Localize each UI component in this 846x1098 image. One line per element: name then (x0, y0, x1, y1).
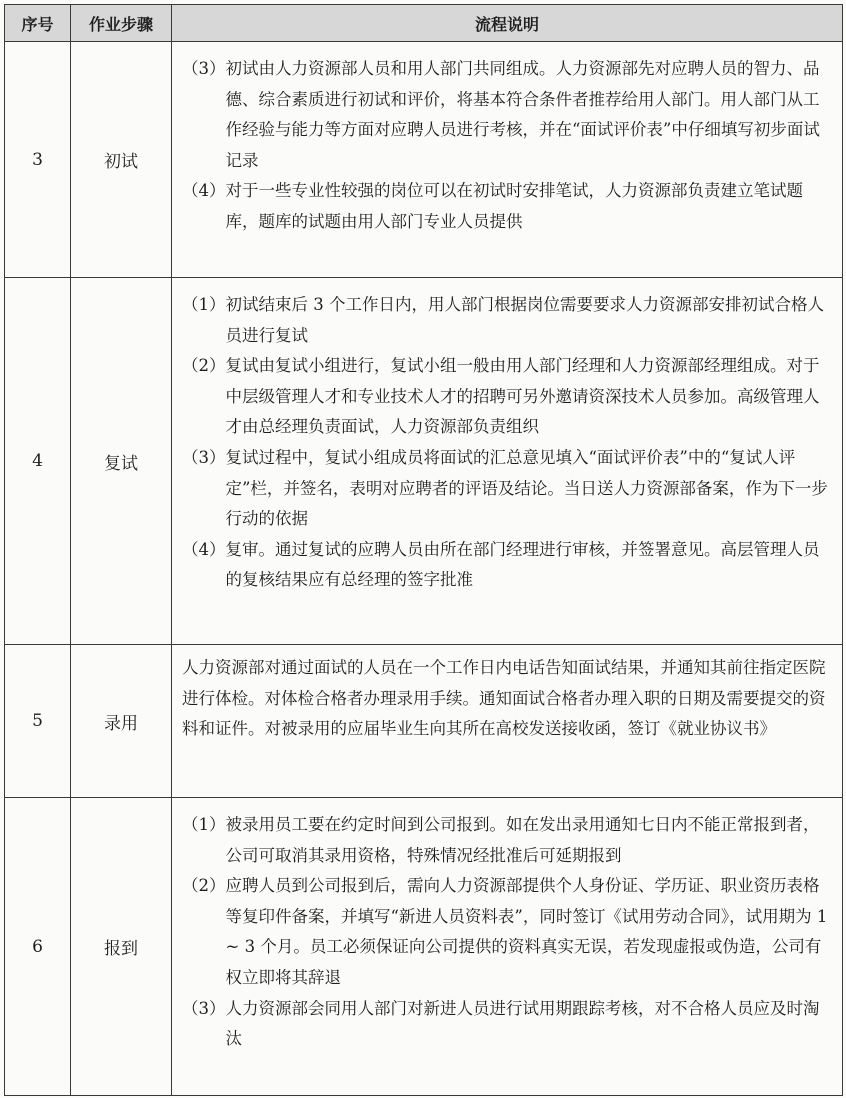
table-row (5, 798, 843, 1096)
row-step: 复试 (71, 278, 172, 645)
list-item (182, 994, 832, 1055)
item-marker: （1） (182, 295, 226, 314)
table-row (5, 645, 843, 798)
table-row (5, 42, 843, 278)
item-text: 初试结束后 3 个工作日内，用人部门根据岗位需要要求人力资源部安排初试合格人员进行复试 (225, 295, 824, 345)
list-item (182, 871, 832, 993)
row-step: 录用 (71, 645, 172, 798)
item-text: 复审。通过复试的应聘人员由所在部门经理进行审核，并签署意见。高层管理人员的复核结果应有总经理的签字批准 (225, 539, 820, 590)
item-marker: （3） (182, 998, 226, 1018)
row-step: 报到 (71, 798, 172, 1096)
row-description (172, 42, 843, 278)
item-marker: （2） (182, 876, 226, 896)
row-description (172, 645, 843, 798)
row-number: 6 (5, 798, 71, 1096)
item-marker: （3） (182, 447, 226, 467)
list-item (182, 290, 832, 351)
item-marker: （4） (182, 181, 226, 201)
item-text: 应聘人员到公司报到后，需向人力资源部提供个人身份证、学历证、职业资历表格等复印件备案，并填写“新进人员资料表”，同时签订《试用劳动合同》，试用期为 1 ~ 3 个月。员工必须保证向公司提供的资料真实无误，若发现虚报或伪造，公司有权立即将其辞退 (225, 876, 828, 987)
row-number: 4 (5, 278, 71, 645)
header-step: 作业步骤 (71, 5, 172, 42)
list-item (182, 176, 832, 237)
row-step: 初试 (71, 42, 172, 278)
item-text: 对于一些专业性较强的岗位可以在初试时安排笔试，人力资源部负责建立笔试题库，题库的试题由用人部门专业人员提供 (225, 181, 803, 231)
header-description: 流程说明 (172, 5, 843, 42)
item-text: 被录用员工要在约定时间到公司报到。如在发出录用通知七日内不能正常报到者，公司可取消其录用资格，特殊情况经批准后可延期报到 (225, 815, 820, 865)
list-item (182, 443, 832, 535)
list-item (182, 54, 832, 176)
item-marker: （2） (182, 356, 226, 376)
item-marker: （4） (182, 539, 226, 559)
item-text: 人力资源部会同用人部门对新进人员进行试用期跟踪考核，对不合格人员应及时淘汰 (225, 998, 820, 1049)
row-description (172, 278, 843, 645)
list-item (182, 535, 832, 596)
list-item (182, 351, 832, 443)
item-marker: （1） (182, 815, 226, 834)
row-number: 3 (5, 42, 71, 278)
item-marker: （3） (182, 59, 226, 78)
table-row (5, 278, 843, 645)
description-paragraph: 人力资源部对通过面试的人员在一个工作日内电话告知面试结果，并通知其前往指定医院进行体检。对体检合格者办理录用手续。通知面试合格者办理入职的日期及需要提交的资料和证件。对被录用的应届毕业生向其所在高校发送接收函，签订《就业协议书》 (182, 658, 826, 739)
item-text: 复试由复试小组进行，复试小组一般由用人部门经理和人力资源部经理组成。对于中层级管理人才和专业技术人才的招聘可另外邀请资深技术人员参加。高级管理人才由总经理负责面试，人力资源部负责组织 (225, 356, 820, 437)
process-table (4, 4, 843, 1096)
row-description (172, 798, 843, 1096)
header-number: 序号 (5, 5, 71, 42)
table-header-row (5, 5, 843, 42)
list-item (182, 810, 832, 871)
row-number: 5 (5, 645, 71, 798)
item-text: 复试过程中，复试小组成员将面试的汇总意见填入“面试评价表”中的“复试人评定”栏，并签名，表明对应聘者的评语及结论。当日送人力资源部备案，作为下一步行动的依据 (225, 447, 828, 529)
item-text: 初试由人力资源部人员和用人部门共同组成。人力资源部先对应聘人员的智力、品德、综合素质进行初试和评价，将基本符合条件者推荐给用人部门。用人部门从工作经验与能力等方面对应聘人员进行考核，并在“面试评价表”中仔细填写初步面试记录 (225, 59, 820, 170)
